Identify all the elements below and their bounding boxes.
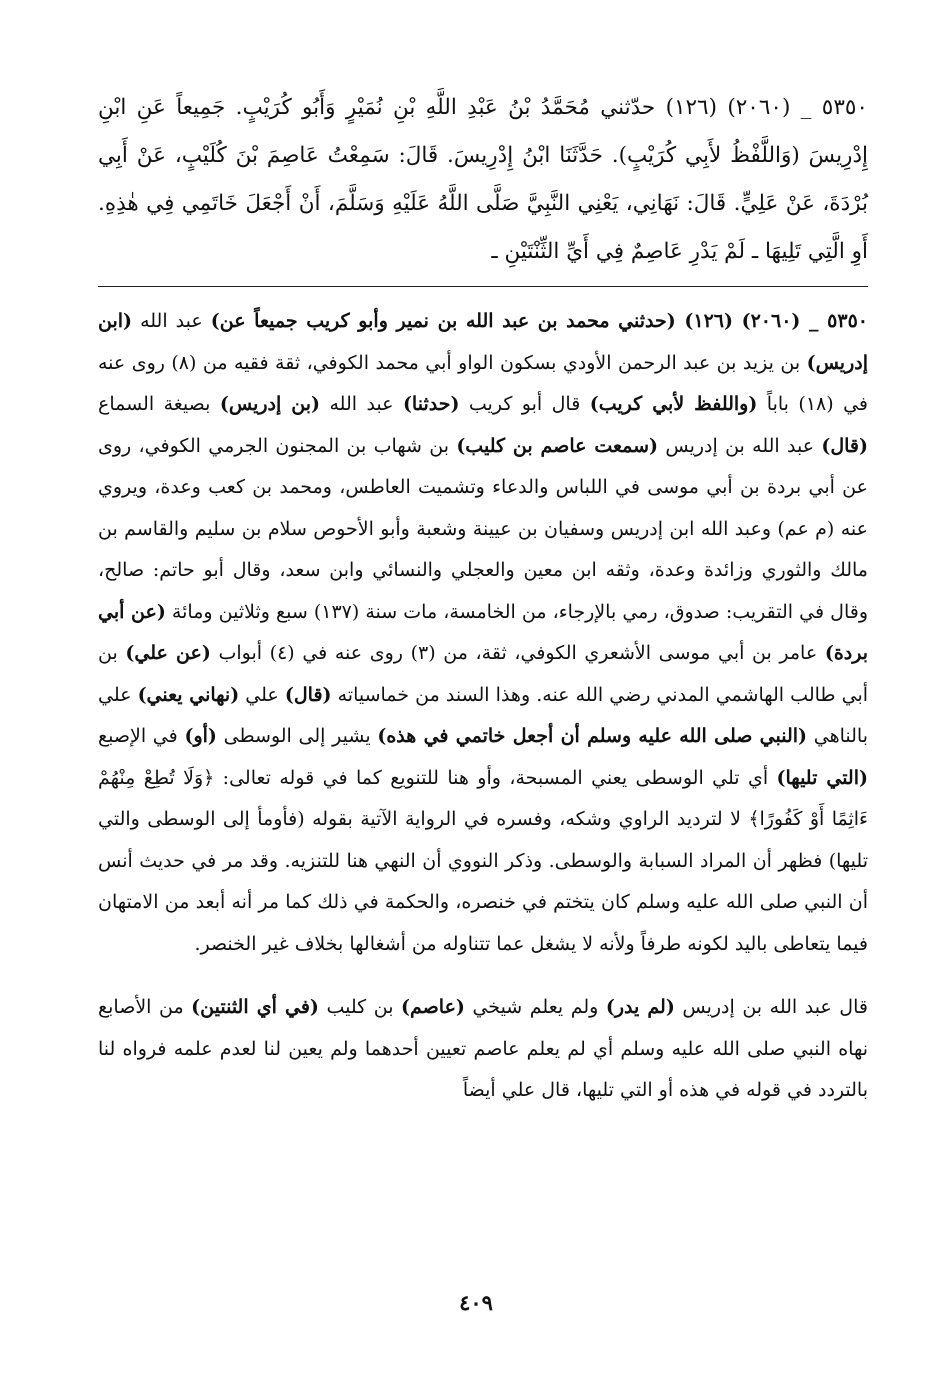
commentary-text: بن أبي طالب الهاشمي المدني رضي الله عنه. وهذا السند من خماسياته: [98, 642, 869, 706]
commentary-text: عبد الله: [132, 310, 211, 332]
closing-bold: (عاصم): [401, 996, 465, 1018]
commentary-bold: (حدثنا): [402, 393, 460, 415]
commentary-bold: (عن علي): [125, 642, 211, 664]
commentary-bold: (عن أبي بردة): [98, 600, 869, 664]
commentary-bold: ٥٣٥٠ _ (٢٠٦٠) (١٢٦) (حدثني محمد بن عبد الله بن نمير وأبو كريب جميعاً عن): [210, 310, 868, 332]
commentary-text: عبد الله: [320, 393, 403, 415]
closing-paragraph: [98, 987, 868, 1112]
commentary-bold: (بن إدريس): [219, 393, 321, 415]
commentary-bold: (ابن إدريس): [98, 310, 868, 374]
quran-verse: ﴿وَلَا تُطِعْ مِنْهُمْ ءَاثِمًا أَوْ كَفُورًا﴾: [98, 766, 868, 830]
hadith-text: [98, 84, 868, 276]
commentary-bold: (النبي صلى الله عليه وسلم أن أجعل خاتمي في هذه): [377, 725, 808, 747]
commentary-text: لا لترديد الراوي وشكه، وفسره في الرواية الآتية بقوله (فأومأ إلى الوسطى والتي تليها) فظهر أن المراد السبابة والوسطى. وذكر النووي أن النهي هنا للتنزيه. وقد مر في حديث أنس أن النبي صلى الله عليه وسلم كان يتختم في خنصره، والحكمة في ذلك كما مر أنه أبعد من الامتهان فيما يتعاطى باليد لكونه طرفاً ولأنه لا يشغل عما تتناوله من أشغالها بخلاف غير الخنصر.: [98, 808, 868, 955]
commentary-paragraph: [98, 301, 868, 965]
commentary-text: في الإصبع: [98, 725, 185, 747]
commentary-text: عبد الله بن إدريس: [658, 434, 822, 457]
commentary-text: بصيغة السماع: [98, 393, 220, 415]
commentary-text: يشير إلى الوسطى: [216, 725, 378, 747]
commentary-text: أي تلي الوسطى يعني المسبحة، وأو هنا للتنويع كما في قوله تعالى:: [214, 766, 777, 789]
closing-text: من الأصابع نهاه النبي صلى الله عليه وسلم أي لم يعلم عاصم تعيين أحدهما ولم يعين لنا لعدم علمه فرواه لنا بالتردد في قوله في هذه أو التي تليها، قال علي أيضاً: [98, 996, 868, 1101]
commentary-bold: (قال): [284, 683, 332, 706]
commentary-text: عامر بن أبي موسى الأشعري الكوفي، ثقة، من (٣) روى عنه في (٤) أبواب: [210, 642, 825, 664]
separator-line: [98, 286, 868, 287]
commentary-bold: (أو): [184, 725, 217, 747]
commentary-bold: (واللفظ لأبي كريب): [589, 393, 758, 415]
closing-text: بن كليب: [318, 996, 402, 1018]
commentary-bold: (سمعت عاصم بن كليب): [456, 434, 659, 457]
commentary-bold: (التي تليها): [776, 766, 868, 789]
commentary-text: بن شهاب بن المجنون الجرمي الكوفي، روى عن أبي بردة بن أبي موسى في اللباس والدعاء وتشميت العاطس، ومحمد بن كعب وعدة، ويروي عنه (م عم) وعبد الله ابن إدريس وسفيان بن عيينة وشعبة وأبو الأحوص سلام بن سليم والقاسم بن مالك والثوري وزائدة وعدة، وثقه ابن معين والعجلي والنسائي وابن سعد، وقال أبو حاتم: صالح، وقال في التقريب: صدوق، رمي بالإرجاء، من الخامسة، مات سنة (١٣٧) سبع وثلاثين ومائة: [98, 434, 868, 623]
closing-text: قال عبد الله بن إدريس: [674, 996, 868, 1018]
closing-text: ولم يعلم شيخي: [464, 996, 606, 1018]
page-body: [98, 84, 868, 1112]
commentary-bold: (نهاني يعني): [137, 683, 240, 706]
closing-bold: (لم يدر): [605, 996, 675, 1018]
hadith-body: حدّثني مُحَمَّدُ بْنُ عَبْدِ اللَّهِ بْنِ نُمَيْرٍ وَأَبُو كُرَيْبٍ. جَمِيعاً عَنِ ابْنِ إِدْرِيسَ (وَاللَّفْظُ لأَبِي كُرَيْبٍ). حَدَّثَنَا ابْنُ إِدْرِيسَ. قَالَ: سَمِعْتُ عَاصِمَ بْنَ كُلَيْبٍ، عَنْ أَبِي بُرْدَةَ، عَنْ عَلِيٍّ. قَالَ: نَهَانِي، يَعْنِي النَّبِيَّ صَلَّى اللَّهُ عَلَيْهِ وَسَلَّمَ، أَنْ أَجْعَلَ خَاتَمِي فِي هٰذِهِ. أَوِ الَّتِي تَلِيهَا ـ لَمْ يَدْرِ عَاصِمٌ فِي أَيِّ الثِّنْتَيْنِ ـ: [98, 95, 868, 264]
commentary-text: علي بالناهي: [98, 683, 868, 747]
page-number: ٤٠٩: [459, 1290, 493, 1315]
commentary-text: قال أبو كريب: [459, 393, 590, 415]
hadith-number: ٥٣٥٠ _ (٢٠٦٠) (١٢٦): [665, 95, 868, 120]
commentary-bold: (قال): [821, 434, 868, 457]
commentary-text: بن يزيد بن عبد الرحمن الأودي بسكون الواو أبي محمد الكوفي، ثقة فقيه من (٨) روى عنه في (١٨) باباً: [98, 351, 869, 415]
closing-bold: (في أي الثنتين): [191, 996, 319, 1018]
commentary-text: علي: [239, 683, 285, 706]
